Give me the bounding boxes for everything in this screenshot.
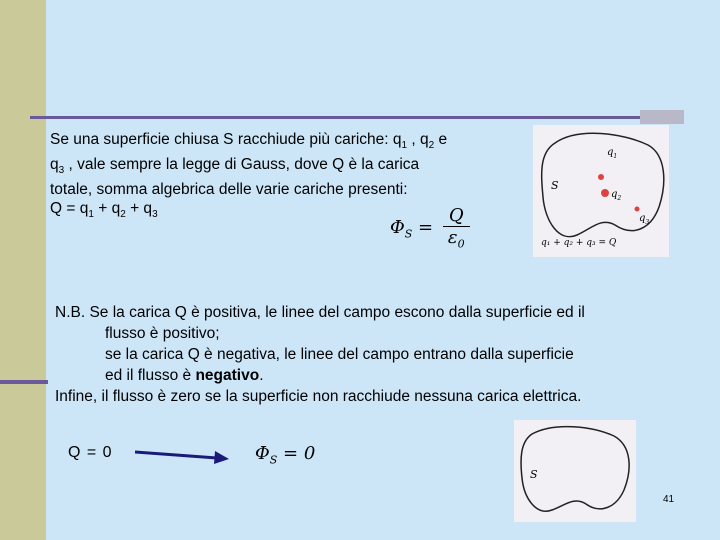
- phi-symbol: Φ: [390, 216, 405, 238]
- subscript: 1: [401, 140, 408, 152]
- para1-text: Se una superficie chiusa S racchiude più cariche: q: [50, 131, 402, 148]
- subscript: 3: [58, 165, 65, 177]
- sidebar-accent-line: [0, 380, 48, 384]
- bold-word: negativo: [195, 367, 260, 384]
- subscript: 3: [152, 209, 158, 221]
- figure-caption: q₁ + q₂ + q₃ = Q: [541, 238, 617, 248]
- phi-symbol: Φ: [255, 443, 270, 464]
- right-arrow-icon: [135, 444, 230, 464]
- nb-text: N.B. Se la carica Q è positiva, le linee del campo escono dalla superficie ed il: [55, 304, 585, 321]
- page-number: 41: [663, 494, 675, 505]
- zero-flux-formula: [255, 443, 315, 467]
- nb-text: [55, 365, 705, 386]
- nb-text: Infine, il flusso è zero se la superficie non racchiude nessuna carica elettrica.: [55, 388, 582, 405]
- epsilon: ε: [447, 227, 458, 248]
- para1-text: totale, somma algebrica delle varie cariche presenti:: [50, 181, 408, 199]
- denominator: [443, 227, 470, 251]
- q2-label: $q_2$: [611, 189, 622, 202]
- equals-sign: =: [412, 216, 439, 238]
- sum-formula: + q: [125, 200, 153, 218]
- gauss-law-formula: [390, 205, 470, 251]
- para1-text: q: [50, 156, 59, 174]
- nb-text: .: [259, 367, 264, 384]
- title-divider-line: [30, 116, 682, 119]
- charge-q3-dot: [635, 207, 640, 212]
- surface-s-label: S: [551, 179, 559, 192]
- fraction: [443, 205, 470, 251]
- para1-text: , q: [407, 131, 429, 148]
- subscript: S: [404, 227, 413, 241]
- left-sidebar-band: [0, 0, 46, 540]
- subscript: 0: [457, 237, 465, 251]
- nb-paragraph: [55, 302, 705, 407]
- surface-s-label: S: [530, 468, 538, 481]
- nb-text: ed il flusso è: [105, 367, 196, 384]
- sum-formula: Q = q: [50, 200, 89, 218]
- para1-text: e: [434, 131, 448, 148]
- empty-closed-surface-diagram: [514, 420, 636, 522]
- closed-surface-diagram: [533, 125, 669, 257]
- zero-charge-label: Q = 0: [68, 444, 113, 461]
- empty-surface-figure: [514, 420, 636, 522]
- para1-text: , vale sempre la legge di Gauss, dove Q è la carica: [64, 156, 420, 174]
- charge-q1-dot: [598, 174, 604, 180]
- subscript: 2: [120, 209, 126, 221]
- subscript: 1: [88, 209, 94, 221]
- charge-q2-dot: [601, 189, 609, 197]
- q1-label: $q_1$: [607, 147, 618, 160]
- multiple-charges-figure: [533, 125, 669, 257]
- equals-zero: = 0: [277, 443, 316, 464]
- q3-label: $q_3$: [639, 213, 650, 226]
- decorative-block: [640, 110, 684, 124]
- subscript: 2: [428, 140, 435, 152]
- numerator: Q: [443, 205, 470, 227]
- sum-formula: + q: [93, 200, 121, 218]
- subscript: S: [269, 453, 278, 467]
- nb-text: flusso è positivo;: [105, 325, 220, 342]
- nb-text: se la carica Q è negativa, le linee del campo entrano dalla superficie: [105, 346, 574, 363]
